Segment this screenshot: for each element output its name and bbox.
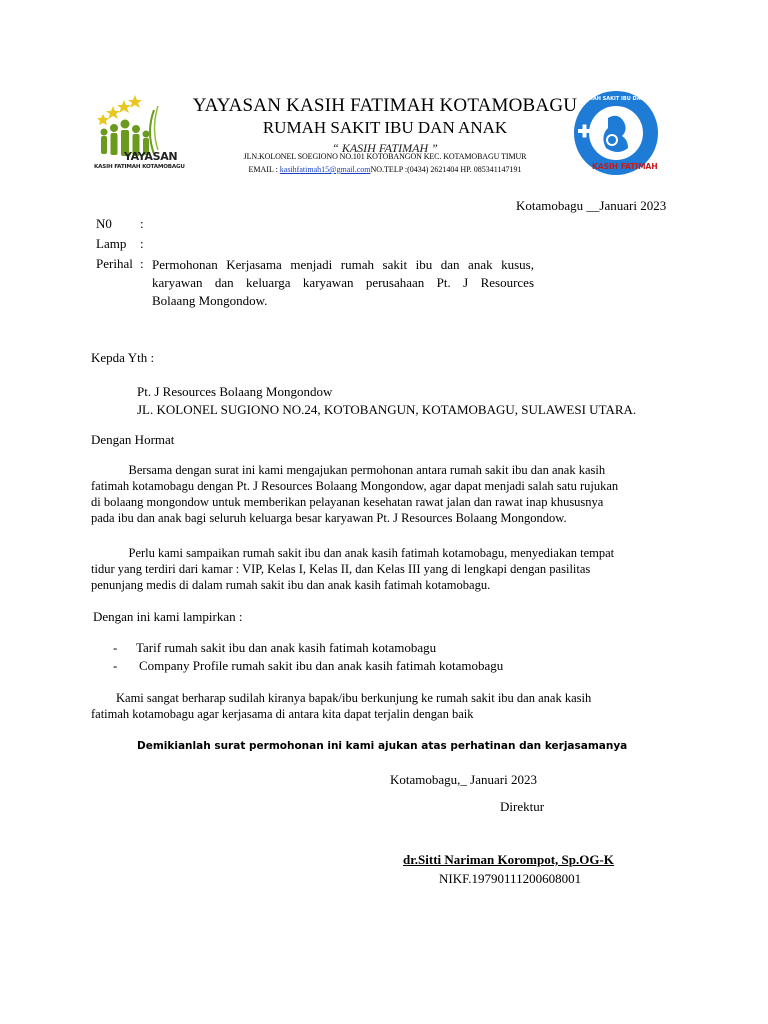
email-label: EMAIL :: [248, 165, 278, 174]
closing-statement: Demikianlah surat permohonan ini kami ajukan atas perhatinan dan kerjasamanya: [137, 740, 628, 752]
salutation: Dengan Hormat: [91, 432, 175, 447]
paragraph-line: fatimah kotamobagu dengan Pt. J Resources Bolaang Mongondow, agar dapat menjadi salah satu rujukan: [91, 479, 619, 493]
closing-paragraph: [91, 690, 676, 722]
email-link[interactable]: kasihfatimah15@gmail.com: [279, 165, 371, 174]
paragraph-line: tidur yang terdiri dari kamar : VIP, Kelas I, Kelas II, dan Kelas III yang di lengkapi dengan pasilitas: [91, 562, 591, 576]
logo-left-subtext: KASIH FATIMAH KOTAMOBAGU: [94, 164, 185, 170]
perihal-line: Permohonan Kerjasama menjadi rumah sakit ibu dan anak kusus,: [152, 257, 534, 272]
perihal-colon: :: [140, 256, 144, 271]
signer-name: dr.Sitti Nariman Korompot, Sp.OG-K: [403, 852, 614, 867]
letterhead-address: JLN.KOLONEL SOEGIONO NO.101 KOTOBANGON KEC. KOTAMOBAGU TIMUR: [243, 152, 527, 161]
signer-position: Direktur: [500, 799, 545, 814]
perihal-line: Bolaang Mongondow.: [152, 293, 268, 308]
bullet-dash: -: [113, 658, 118, 673]
paragraph-line: Perlu kami sampaikan rumah sakit ibu dan anak kasih fatimah kotamobagu, menyediakan tempat: [91, 546, 615, 560]
paragraph-line: Kami sangat berharap sudilah kiranya bapak/ibu berkunjung ke rumah sakit ibu dan anak kasih: [91, 691, 592, 705]
foundation-logo: [94, 92, 184, 182]
attachment-item: Tarif rumah sakit ibu dan anak kasih fatimah kotamobagu: [136, 640, 437, 655]
perihal-line: karyawan dan keluarga karyawan perusahaan Pt. J Resources: [152, 275, 534, 290]
paragraph-line: fatimah kotamobagu agar kerjasama di antara kita dapat terjalin dengan baik: [91, 707, 474, 721]
hospital-name: RUMAH SAKIT IBU DAN ANAK: [262, 118, 508, 137]
bullet-dash: -: [113, 640, 118, 655]
perihal-label: Perihal: [96, 256, 133, 271]
lamp-label: Lamp: [96, 236, 127, 251]
org-name: YAYASAN KASIH FATIMAH KOTAMOBAGU: [192, 95, 578, 116]
attachment-item: Company Profile rumah sakit ibu dan anak kasih fatimah kotamobagu: [139, 658, 504, 673]
no-label: N0: [96, 216, 112, 231]
attachments-intro: Dengan ini kami lampirkan :: [93, 609, 243, 624]
hospital-logo: [572, 88, 663, 178]
tagline: “ KASIH FATIMAH ”: [332, 141, 438, 155]
paragraph-line: di bolaang mongondow untuk memberikan pelayanan kesehatan rawat jalan dan rawat inap khususnya: [91, 495, 604, 509]
recipient-address: JL. KOLONEL SUGIONO NO.24, KOTOBANGUN, KOTAMOBAGU, SULAWESI UTARA.: [137, 402, 637, 417]
recipient-name: Pt. J Resources Bolaang Mongondow: [137, 384, 333, 399]
lamp-colon: :: [140, 236, 144, 251]
body-paragraph: [91, 462, 676, 526]
no-colon: :: [140, 216, 144, 231]
paragraph-line: Bersama dengan surat ini kami mengajukan permohonan antara rumah sakit ibu dan anak kasih: [91, 463, 606, 477]
signature-date: Kotamobagu,_ Januari 2023: [390, 772, 537, 787]
recipient-heading: Kepda Yth :: [91, 350, 155, 365]
paragraph-line: pada ibu dan anak bagi seluruh keluarga besar karyawan Pt. J Resources Bolaang Mongondow.: [91, 511, 567, 525]
signer-id: NIKF.19790111200608001: [439, 871, 582, 886]
paragraph-line: penunjang medis di dalam rumah sakit ibu dan anak kasih fatimah kotamobagu.: [91, 578, 491, 592]
logo-left-text: YAYASAN: [124, 150, 178, 163]
logo-right-bottom-text: KASIH FATIMAH: [592, 162, 658, 171]
phone-text: NO.TELP :(0434) 2621404 HP. 085341147191: [370, 165, 522, 174]
letterhead-contact: [190, 165, 580, 174]
logo-right-top-text: RUMAH SAKIT IBU DAN ANAK: [580, 96, 663, 102]
letter-date: Kotamobagu __Januari 2023: [516, 198, 667, 213]
perihal-text: [152, 256, 534, 310]
body-paragraph: [91, 545, 676, 593]
